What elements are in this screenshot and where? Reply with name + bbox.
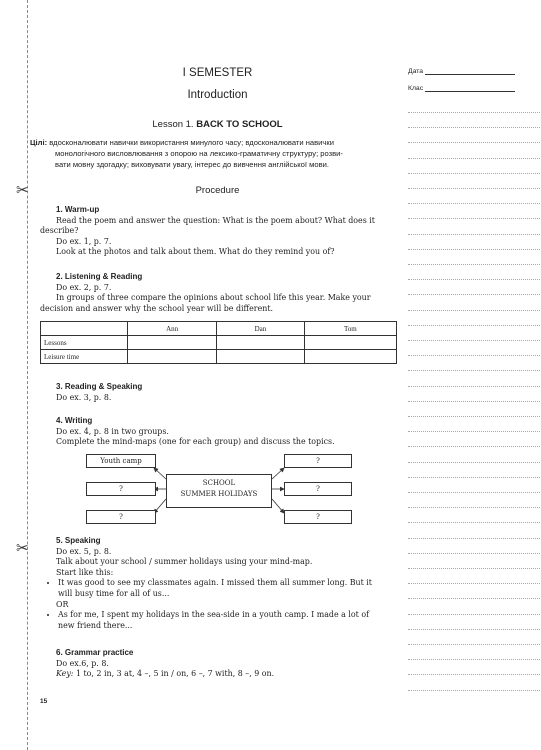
lesson-prefix: Lesson 1. — [152, 119, 197, 130]
text-line: Complete the mind-maps (one for each group) and discuss the topics. — [56, 437, 335, 447]
list-item — [58, 610, 397, 631]
table-cell — [128, 336, 217, 350]
text-line: As for me, I spent my holidays in the sea-side in a youth camp. I made a lot of — [58, 610, 369, 620]
lesson-title — [40, 119, 395, 130]
lesson-name: BACK TO SCHOOL — [196, 119, 283, 130]
section-reading-speaking — [40, 382, 397, 403]
note-line — [408, 310, 540, 311]
note-line — [408, 598, 540, 599]
note-line — [408, 614, 540, 615]
table-row — [41, 336, 397, 350]
table-header-cell — [41, 322, 128, 336]
text-line: Do ex. 1, p. 7. — [56, 236, 112, 246]
text-line: In groups of three compare the opinions about school life this year. Make your — [56, 293, 371, 303]
aims-line-2: монологічного висловлювання з опорою на лексико-граматичну структуру; розви- — [55, 149, 343, 158]
procedure-heading: Procedure — [195, 185, 240, 196]
cut-line — [27, 0, 28, 750]
text-line: Do ex. 5, p. 8. — [56, 546, 112, 556]
note-line — [408, 112, 540, 113]
text-line: Do ex. 3, p. 8. — [56, 392, 112, 402]
note-line — [408, 234, 540, 235]
arrow-line — [154, 468, 166, 479]
note-line — [408, 325, 540, 326]
key-label: Key: — [56, 669, 74, 679]
scissors-icon: ✂ — [16, 539, 29, 557]
note-line — [408, 507, 540, 508]
section-speaking — [40, 536, 397, 631]
mind-map-node: ? — [86, 482, 156, 496]
mind-map-node: ? — [284, 482, 352, 496]
table-cell — [128, 350, 217, 364]
mind-map-node: ? — [284, 454, 352, 468]
note-line — [408, 249, 540, 250]
date-line — [425, 74, 515, 75]
date-field — [408, 68, 515, 78]
note-line — [408, 264, 540, 265]
class-label: Клас — [408, 85, 424, 92]
table-header-cell: Ann — [128, 322, 217, 336]
note-line — [408, 690, 540, 691]
section-heading: 4. Writing — [56, 416, 93, 425]
aims-line-1 — [30, 137, 400, 148]
note-line — [408, 644, 540, 645]
mind-map-node: ? — [284, 510, 352, 524]
table-row — [41, 350, 397, 364]
arrow-line — [272, 468, 284, 479]
class-line — [425, 91, 515, 92]
text-line: Talk about your school / summer holidays using your mind-map. — [56, 557, 313, 567]
section-writing — [40, 416, 397, 448]
note-line — [408, 553, 540, 554]
section-heading: 3. Reading & Speaking — [56, 382, 143, 391]
note-line — [408, 386, 540, 387]
example-list — [40, 610, 397, 631]
text-line: Do ex.6, p. 8. — [56, 658, 109, 668]
table-cell — [304, 336, 396, 350]
note-line — [408, 158, 540, 159]
note-line — [408, 203, 540, 204]
arrow-line — [272, 499, 284, 513]
table-header-row — [41, 322, 397, 336]
class-field — [408, 85, 515, 95]
opinions-table — [40, 321, 397, 364]
semester-title: I SEMESTER — [182, 67, 253, 79]
note-line — [408, 127, 540, 128]
note-line — [408, 568, 540, 569]
section-heading: 6. Grammar practice — [56, 648, 134, 657]
section-heading: 2. Listening & Reading — [56, 272, 143, 281]
note-line — [408, 431, 540, 432]
text-line: Do ex. 2, p. 7. — [56, 282, 112, 292]
note-line — [408, 279, 540, 280]
table-row-label: Lessons — [41, 336, 128, 350]
note-line — [408, 477, 540, 478]
aims-line-3: вати мовну здогадку; виховувати увагу, інтерес до вивчення англійської мови. — [55, 160, 329, 169]
text-line: Start like this: — [56, 567, 114, 577]
note-line — [408, 218, 540, 219]
list-item — [58, 578, 397, 599]
note-line — [408, 629, 540, 630]
aims-label: Цілі: — [30, 138, 48, 147]
notes-column — [408, 0, 540, 750]
lesson-aims — [30, 137, 400, 170]
mind-map-node: ? — [86, 510, 156, 524]
note-line — [408, 659, 540, 660]
note-line — [408, 355, 540, 356]
note-line — [408, 538, 540, 539]
note-line — [408, 188, 540, 189]
note-line — [408, 446, 540, 447]
text-line: decision and answer why the school year will be different. — [40, 303, 274, 313]
table-header-cell: Tom — [304, 322, 396, 336]
note-line — [408, 583, 540, 584]
key-text: 1 to, 2 in, 3 at, 4 –, 5 in / on, 6 –, 7 with, 8 –, 9 on. — [73, 669, 275, 679]
section-grammar — [40, 648, 397, 680]
note-line — [408, 370, 540, 371]
note-line — [408, 522, 540, 523]
center-line: SCHOOL — [202, 479, 236, 487]
note-line — [408, 462, 540, 463]
aims-text-1: вдосконалювати навички використання минулого часу; вдосконалювати навички — [47, 138, 334, 147]
text-line: will busy time for all of us... — [58, 588, 170, 598]
note-line — [408, 340, 540, 341]
note-line — [408, 173, 540, 174]
section-listening-reading — [40, 272, 397, 314]
note-line — [408, 416, 540, 417]
answer-key — [40, 669, 397, 680]
text-line: Do ex. 4, p. 8 in two groups. — [56, 426, 169, 436]
center-line: SUMMER HOLIDAYS — [180, 490, 258, 498]
table-cell — [217, 350, 304, 364]
table-cell — [304, 350, 396, 364]
table-row-label: Leisure time — [41, 350, 128, 364]
page-number: 15 — [40, 698, 48, 705]
note-line — [408, 142, 540, 143]
table-header-cell: Dan — [217, 322, 304, 336]
table-cell — [217, 336, 304, 350]
date-label: Дата — [408, 68, 424, 75]
note-line — [408, 674, 540, 675]
text-line: describe? — [40, 226, 79, 236]
example-list — [40, 578, 397, 599]
mind-map-node: Youth camp — [86, 454, 156, 468]
section-heading: 1. Warm-up — [56, 205, 100, 214]
section-title: Introduction — [187, 89, 248, 101]
mind-map — [86, 451, 354, 529]
note-line — [408, 294, 540, 295]
scissors-icon: ✂ — [16, 181, 29, 199]
note-line — [408, 492, 540, 493]
text-line: new friend there... — [58, 620, 133, 630]
text-line: Look at the photos and talk about them. What do they remind you of? — [56, 247, 335, 257]
text-line: OR — [56, 599, 69, 609]
text-line: It was good to see my classmates again. I missed them all summer long. But it — [58, 578, 372, 588]
section-warm-up — [40, 205, 397, 258]
text-line: Read the poem and answer the question: What is the poem about? What does it — [56, 215, 375, 225]
note-line — [408, 401, 540, 402]
mind-map-center — [166, 474, 272, 508]
section-heading: 5. Speaking — [56, 536, 101, 545]
